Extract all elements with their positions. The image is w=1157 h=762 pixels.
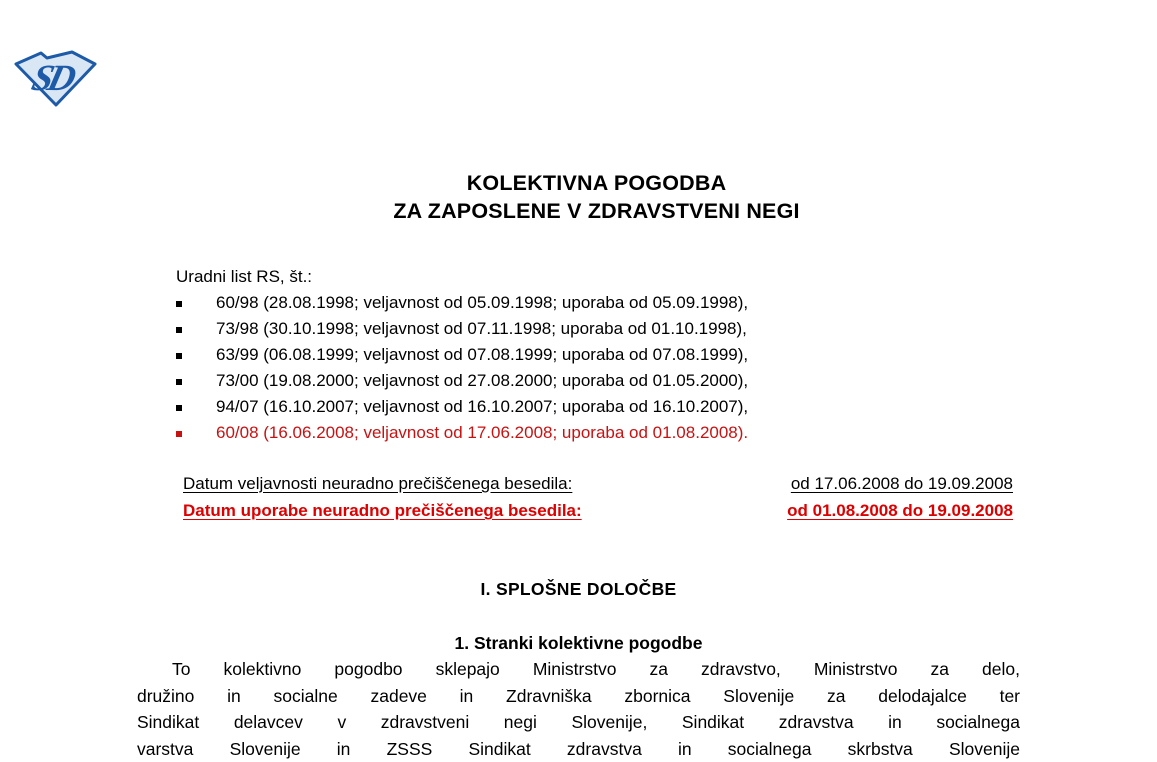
document-title	[137, 170, 1020, 225]
official-gazette-list	[137, 264, 1037, 446]
paragraph-line: družino in socialne zadeve in Zdravniška zbornica Slovenije za delodajalce ter	[137, 683, 1020, 710]
list-item-text: 94/07 (16.10.2007; veljavnost od 16.10.2007; uporaba od 16.10.2007),	[216, 394, 748, 420]
usage-date-line-red	[183, 497, 1013, 524]
list-item-text: 63/99 (06.08.1999; veljavnost od 07.08.1999; uporaba od 07.08.1999),	[216, 342, 748, 368]
validity-value: od 17.06.2008 do 19.09.2008	[791, 470, 1013, 497]
list-item-text: 60/98 (28.08.1998; veljavnost od 05.09.1998; uporaba od 05.09.1998),	[216, 290, 748, 316]
list-item	[137, 368, 1037, 394]
title-line-1: KOLEKTIVNA POGODBA	[173, 170, 1020, 198]
list-item-text: 60/08 (16.06.2008; veljavnost od 17.06.2008; uporaba od 01.08.2008).	[216, 420, 748, 446]
logo-letters: SD	[28, 58, 80, 98]
list-item-text: 73/98 (30.10.1998; veljavnost od 07.11.1998; uporaba od 01.10.1998),	[216, 316, 747, 342]
bullet-square-icon	[176, 327, 182, 333]
sd-union-logo-icon	[14, 48, 98, 108]
bullet-square-icon	[176, 301, 182, 307]
body-paragraph	[137, 656, 1020, 762]
title-line-2: ZA ZAPOSLENE V ZDRAVSTVENI NEGI	[173, 198, 1020, 226]
list-item-text: 73/00 (19.08.2000; veljavnost od 27.08.2000; uporaba od 01.05.2000),	[216, 368, 748, 394]
validity-label: Datum veljavnosti neuradno prečiščenega besedila:	[183, 470, 572, 497]
bullet-square-icon	[176, 405, 182, 411]
list-item	[137, 290, 1037, 316]
subsection-heading-parties: 1. Stranki kolektivne pogodbe	[137, 630, 1020, 656]
list-item	[137, 394, 1037, 420]
paragraph-line: Sindikat delavcev v zdravstveni negi Slovenije, Sindikat zdravstva in socialnega	[137, 709, 1020, 736]
gazette-list-heading: Uradni list RS, št.:	[137, 264, 1037, 290]
list-item	[137, 316, 1037, 342]
validity-date-line	[183, 470, 1013, 497]
usage-label: Datum uporabe neuradno prečiščenega besedila:	[183, 497, 582, 524]
paragraph-line: To kolektivno pogodbo sklepajo Ministrstvo za zdravstvo, Ministrstvo za delo,	[137, 656, 1020, 683]
bullet-square-icon	[176, 379, 182, 385]
list-item	[137, 342, 1037, 368]
paragraph-line-clipped: varstva Slovenije in ZSSS Sindikat zdravstva in socialnega skrbstva Slovenije	[137, 736, 1020, 762]
bullet-square-icon	[176, 353, 182, 359]
bullet-square-icon	[176, 431, 182, 437]
sd-logo-graphic	[14, 48, 98, 108]
list-item-highlighted-red	[137, 420, 1037, 446]
section-heading-general-provisions: I. SPLOŠNE DOLOČBE	[137, 576, 1020, 602]
usage-value: od 01.08.2008 do 19.09.2008	[787, 497, 1013, 524]
